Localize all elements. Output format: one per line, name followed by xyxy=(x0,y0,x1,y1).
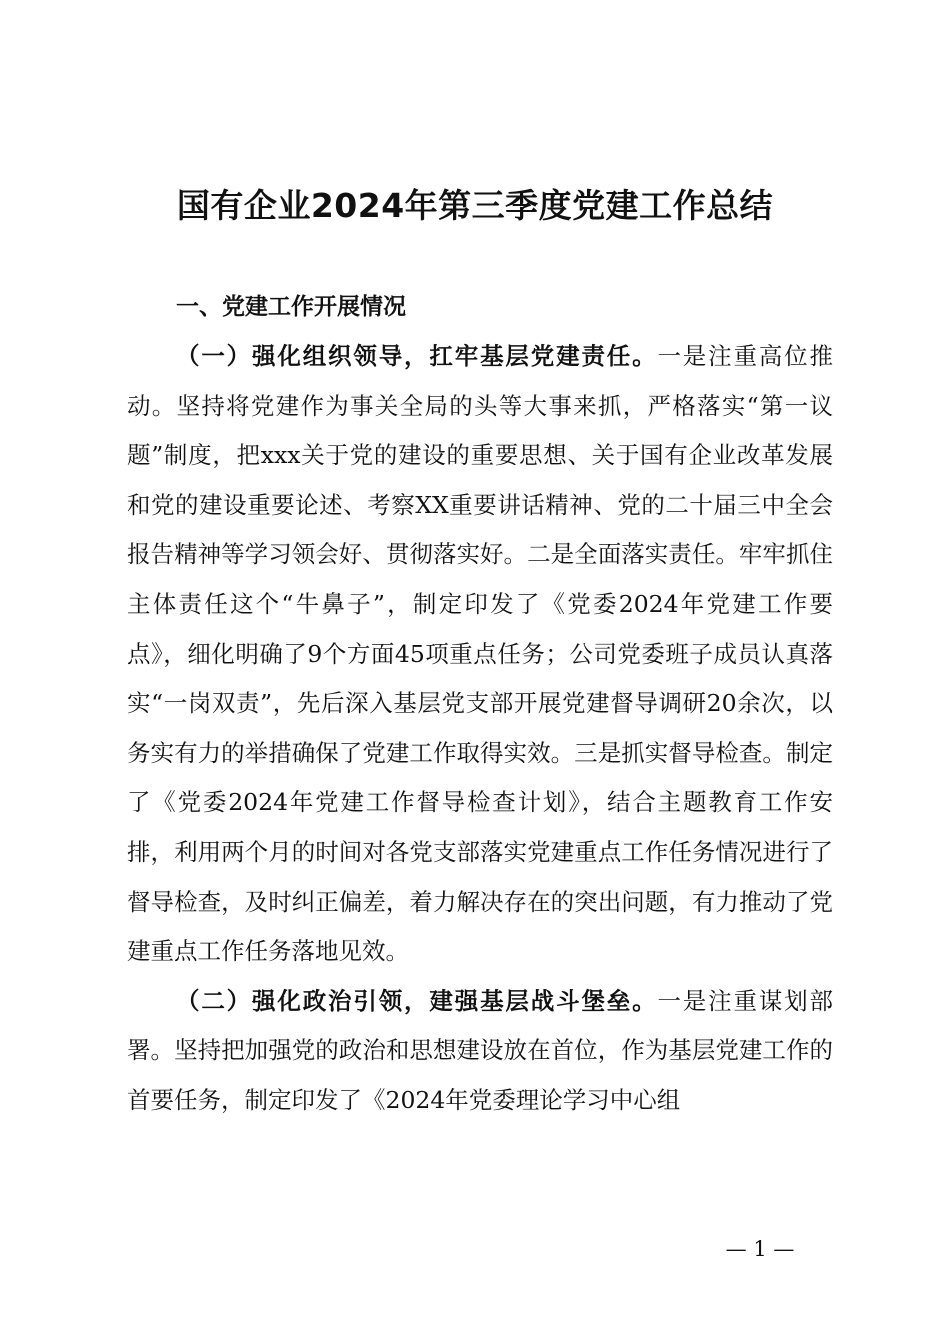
paragraph-organization-leadership xyxy=(127,332,833,977)
section-heading: 一、党建工作开展情况 xyxy=(176,294,406,320)
page-number: — 1 — xyxy=(725,1237,795,1261)
document-body xyxy=(127,283,833,1126)
document-title: 国有企业2024年第三季度党建工作总结 xyxy=(176,186,774,225)
paragraph-lead-heading: （一）强化组织领导，扛牢基层党建责任。 xyxy=(176,342,658,370)
paragraph-text: 一是注重谋划部署。坚持把加强党的政治和思想建设放在首位，作为基层党建工作的首要任务，制定印发了《2024年党委理论学习中心组 xyxy=(127,986,834,1114)
paragraph-lead-heading: （二）强化政治引领，建强基层战斗堡垒。 xyxy=(176,986,658,1015)
paragraph-text: 一是注重高位推动。坚持将党建作为事关全局的头等大事来抓，严格落实“第一议题”制度，把xxx关于党的建设的重要思想、关于国有企业改革发展和党的建设重要论述、考察XX重要讲话精神、党的二十届三中全会报告精神等学习领会好、贯彻落实好。二是全面落实责任。牢牢抓住主体责任这个“牛鼻子”，制定印发了《党委2024年党建工作要点》，细化明确了9个方面45项重点任务；公司党委班子成员认真落实“一岗双责”，先后深入基层党支部开展党建督导调研20余次，以务实有力的举措确保了党建工作取得实效。三是抓实督导检查。制定了《党委2024年党建工作督导检查计划》，结合主题教育工作安排，利用两个月的时间对各党支部落实党建重点工作任务情况进行了督导检查，及时纠正偏差，着力解决存在的突出问题，有力推动了党建重点工作任务落地见效。 xyxy=(127,342,834,966)
paragraph-political-guidance xyxy=(127,977,833,1126)
